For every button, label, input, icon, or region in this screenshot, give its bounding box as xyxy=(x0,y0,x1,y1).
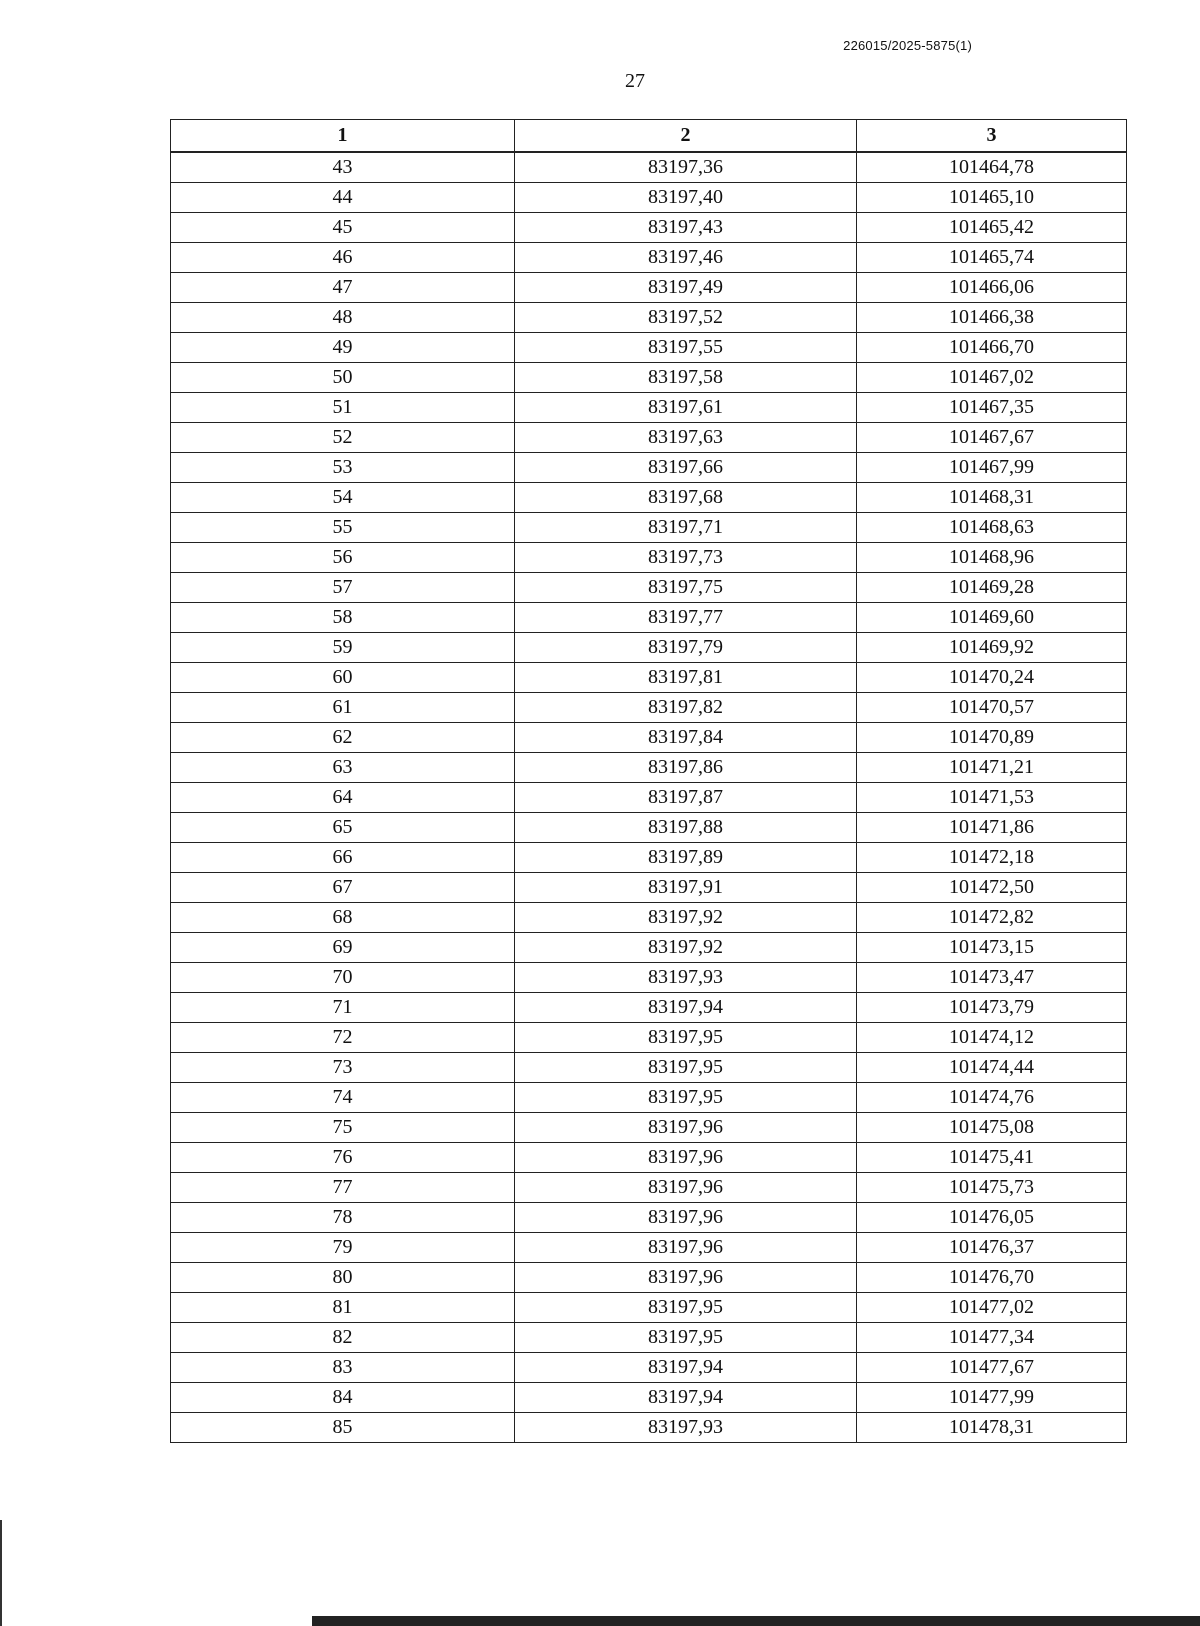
x-coordinate-cell: 83197,61 xyxy=(515,393,857,423)
y-coordinate-cell: 101473,79 xyxy=(857,993,1127,1023)
table-row xyxy=(171,513,1127,543)
y-coordinate-cell: 101469,92 xyxy=(857,633,1127,663)
column-header-1: 1 xyxy=(171,120,515,153)
point-number-cell: 54 xyxy=(171,483,515,513)
table-row xyxy=(171,693,1127,723)
x-coordinate-cell: 83197,86 xyxy=(515,753,857,783)
point-number-cell: 61 xyxy=(171,693,515,723)
table-row xyxy=(171,152,1127,183)
x-coordinate-cell: 83197,96 xyxy=(515,1113,857,1143)
table-row xyxy=(171,1233,1127,1263)
table-row xyxy=(171,183,1127,213)
y-coordinate-cell: 101464,78 xyxy=(857,152,1127,183)
point-number-cell: 78 xyxy=(171,1203,515,1233)
table-row xyxy=(171,243,1127,273)
table-row xyxy=(171,1143,1127,1173)
y-coordinate-cell: 101473,47 xyxy=(857,963,1127,993)
point-number-cell: 47 xyxy=(171,273,515,303)
scan-edge-left xyxy=(0,1520,2,1626)
x-coordinate-cell: 83197,91 xyxy=(515,873,857,903)
point-number-cell: 65 xyxy=(171,813,515,843)
table-row xyxy=(171,543,1127,573)
x-coordinate-cell: 83197,95 xyxy=(515,1323,857,1353)
point-number-cell: 64 xyxy=(171,783,515,813)
point-number-cell: 81 xyxy=(171,1293,515,1323)
y-coordinate-cell: 101474,44 xyxy=(857,1053,1127,1083)
y-coordinate-cell: 101472,50 xyxy=(857,873,1127,903)
x-coordinate-cell: 83197,95 xyxy=(515,1293,857,1323)
x-coordinate-cell: 83197,49 xyxy=(515,273,857,303)
table-row xyxy=(171,1413,1127,1443)
y-coordinate-cell: 101466,06 xyxy=(857,273,1127,303)
table-row xyxy=(171,813,1127,843)
y-coordinate-cell: 101476,05 xyxy=(857,1203,1127,1233)
point-number-cell: 46 xyxy=(171,243,515,273)
point-number-cell: 48 xyxy=(171,303,515,333)
y-coordinate-cell: 101465,42 xyxy=(857,213,1127,243)
x-coordinate-cell: 83197,66 xyxy=(515,453,857,483)
y-coordinate-cell: 101477,34 xyxy=(857,1323,1127,1353)
y-coordinate-cell: 101475,73 xyxy=(857,1173,1127,1203)
point-number-cell: 84 xyxy=(171,1383,515,1413)
y-coordinate-cell: 101469,60 xyxy=(857,603,1127,633)
point-number-cell: 71 xyxy=(171,993,515,1023)
point-number-cell: 62 xyxy=(171,723,515,753)
point-number-cell: 44 xyxy=(171,183,515,213)
x-coordinate-cell: 83197,96 xyxy=(515,1173,857,1203)
table-row xyxy=(171,1383,1127,1413)
table-row xyxy=(171,423,1127,453)
column-header-2: 2 xyxy=(515,120,857,153)
x-coordinate-cell: 83197,93 xyxy=(515,1413,857,1443)
table-row xyxy=(171,1323,1127,1353)
table-row xyxy=(171,453,1127,483)
table-row xyxy=(171,1263,1127,1293)
table-row xyxy=(171,1083,1127,1113)
y-coordinate-cell: 101467,02 xyxy=(857,363,1127,393)
y-coordinate-cell: 101466,38 xyxy=(857,303,1127,333)
x-coordinate-cell: 83197,94 xyxy=(515,1353,857,1383)
y-coordinate-cell: 101468,63 xyxy=(857,513,1127,543)
y-coordinate-cell: 101474,76 xyxy=(857,1083,1127,1113)
y-coordinate-cell: 101468,96 xyxy=(857,543,1127,573)
y-coordinate-cell: 101475,41 xyxy=(857,1143,1127,1173)
scan-edge-bottom xyxy=(312,1616,1200,1626)
table-row xyxy=(171,333,1127,363)
table-row xyxy=(171,873,1127,903)
x-coordinate-cell: 83197,94 xyxy=(515,1383,857,1413)
x-coordinate-cell: 83197,82 xyxy=(515,693,857,723)
coordinates-table xyxy=(170,119,1127,1443)
point-number-cell: 67 xyxy=(171,873,515,903)
x-coordinate-cell: 83197,81 xyxy=(515,663,857,693)
point-number-cell: 66 xyxy=(171,843,515,873)
point-number-cell: 59 xyxy=(171,633,515,663)
y-coordinate-cell: 101466,70 xyxy=(857,333,1127,363)
point-number-cell: 82 xyxy=(171,1323,515,1353)
table-row xyxy=(171,633,1127,663)
point-number-cell: 73 xyxy=(171,1053,515,1083)
point-number-cell: 57 xyxy=(171,573,515,603)
x-coordinate-cell: 83197,93 xyxy=(515,963,857,993)
table-body xyxy=(171,152,1127,1443)
x-coordinate-cell: 83197,75 xyxy=(515,573,857,603)
table-row xyxy=(171,363,1127,393)
column-header-3: 3 xyxy=(857,120,1127,153)
point-number-cell: 55 xyxy=(171,513,515,543)
table-row xyxy=(171,1023,1127,1053)
point-number-cell: 74 xyxy=(171,1083,515,1113)
y-coordinate-cell: 101465,74 xyxy=(857,243,1127,273)
point-number-cell: 83 xyxy=(171,1353,515,1383)
table-row xyxy=(171,903,1127,933)
y-coordinate-cell: 101473,15 xyxy=(857,933,1127,963)
x-coordinate-cell: 83197,55 xyxy=(515,333,857,363)
x-coordinate-cell: 83197,43 xyxy=(515,213,857,243)
x-coordinate-cell: 83197,40 xyxy=(515,183,857,213)
point-number-cell: 45 xyxy=(171,213,515,243)
y-coordinate-cell: 101470,24 xyxy=(857,663,1127,693)
x-coordinate-cell: 83197,95 xyxy=(515,1083,857,1113)
x-coordinate-cell: 83197,95 xyxy=(515,1053,857,1083)
y-coordinate-cell: 101477,02 xyxy=(857,1293,1127,1323)
table-row xyxy=(171,753,1127,783)
point-number-cell: 80 xyxy=(171,1263,515,1293)
table-row xyxy=(171,963,1127,993)
y-coordinate-cell: 101467,35 xyxy=(857,393,1127,423)
point-number-cell: 53 xyxy=(171,453,515,483)
table-row xyxy=(171,723,1127,753)
table-row xyxy=(171,1353,1127,1383)
x-coordinate-cell: 83197,71 xyxy=(515,513,857,543)
x-coordinate-cell: 83197,46 xyxy=(515,243,857,273)
table-row xyxy=(171,783,1127,813)
y-coordinate-cell: 101469,28 xyxy=(857,573,1127,603)
x-coordinate-cell: 83197,84 xyxy=(515,723,857,753)
x-coordinate-cell: 83197,36 xyxy=(515,152,857,183)
x-coordinate-cell: 83197,95 xyxy=(515,1023,857,1053)
y-coordinate-cell: 101471,53 xyxy=(857,783,1127,813)
y-coordinate-cell: 101470,89 xyxy=(857,723,1127,753)
x-coordinate-cell: 83197,77 xyxy=(515,603,857,633)
document-id: 226015/2025-5875(1) xyxy=(843,38,972,53)
point-number-cell: 69 xyxy=(171,933,515,963)
table-row xyxy=(171,273,1127,303)
x-coordinate-cell: 83197,58 xyxy=(515,363,857,393)
x-coordinate-cell: 83197,96 xyxy=(515,1263,857,1293)
y-coordinate-cell: 101474,12 xyxy=(857,1023,1127,1053)
table-row xyxy=(171,663,1127,693)
table-row xyxy=(171,573,1127,603)
point-number-cell: 49 xyxy=(171,333,515,363)
page-number: 27 xyxy=(625,70,645,92)
y-coordinate-cell: 101470,57 xyxy=(857,693,1127,723)
point-number-cell: 75 xyxy=(171,1113,515,1143)
y-coordinate-cell: 101477,99 xyxy=(857,1383,1127,1413)
x-coordinate-cell: 83197,96 xyxy=(515,1233,857,1263)
point-number-cell: 72 xyxy=(171,1023,515,1053)
x-coordinate-cell: 83197,92 xyxy=(515,903,857,933)
y-coordinate-cell: 101476,70 xyxy=(857,1263,1127,1293)
y-coordinate-cell: 101472,82 xyxy=(857,903,1127,933)
x-coordinate-cell: 83197,52 xyxy=(515,303,857,333)
point-number-cell: 51 xyxy=(171,393,515,423)
y-coordinate-cell: 101472,18 xyxy=(857,843,1127,873)
point-number-cell: 85 xyxy=(171,1413,515,1443)
point-number-cell: 79 xyxy=(171,1233,515,1263)
table-row xyxy=(171,993,1127,1023)
x-coordinate-cell: 83197,96 xyxy=(515,1203,857,1233)
table-row xyxy=(171,843,1127,873)
point-number-cell: 68 xyxy=(171,903,515,933)
point-number-cell: 43 xyxy=(171,152,515,183)
y-coordinate-cell: 101475,08 xyxy=(857,1113,1127,1143)
x-coordinate-cell: 83197,68 xyxy=(515,483,857,513)
y-coordinate-cell: 101467,99 xyxy=(857,453,1127,483)
table-row xyxy=(171,603,1127,633)
point-number-cell: 56 xyxy=(171,543,515,573)
y-coordinate-cell: 101476,37 xyxy=(857,1233,1127,1263)
point-number-cell: 77 xyxy=(171,1173,515,1203)
x-coordinate-cell: 83197,88 xyxy=(515,813,857,843)
y-coordinate-cell: 101477,67 xyxy=(857,1353,1127,1383)
table-row xyxy=(171,933,1127,963)
point-number-cell: 60 xyxy=(171,663,515,693)
table-row xyxy=(171,1203,1127,1233)
table-row xyxy=(171,1053,1127,1083)
table-row xyxy=(171,213,1127,243)
point-number-cell: 63 xyxy=(171,753,515,783)
x-coordinate-cell: 83197,73 xyxy=(515,543,857,573)
point-number-cell: 58 xyxy=(171,603,515,633)
point-number-cell: 70 xyxy=(171,963,515,993)
x-coordinate-cell: 83197,63 xyxy=(515,423,857,453)
point-number-cell: 50 xyxy=(171,363,515,393)
table-row xyxy=(171,393,1127,423)
x-coordinate-cell: 83197,94 xyxy=(515,993,857,1023)
point-number-cell: 76 xyxy=(171,1143,515,1173)
x-coordinate-cell: 83197,96 xyxy=(515,1143,857,1173)
y-coordinate-cell: 101465,10 xyxy=(857,183,1127,213)
point-number-cell: 52 xyxy=(171,423,515,453)
y-coordinate-cell: 101468,31 xyxy=(857,483,1127,513)
x-coordinate-cell: 83197,87 xyxy=(515,783,857,813)
table-header-row xyxy=(171,120,1127,153)
table-row xyxy=(171,303,1127,333)
y-coordinate-cell: 101467,67 xyxy=(857,423,1127,453)
x-coordinate-cell: 83197,89 xyxy=(515,843,857,873)
table-row xyxy=(171,1293,1127,1323)
x-coordinate-cell: 83197,79 xyxy=(515,633,857,663)
y-coordinate-cell: 101478,31 xyxy=(857,1413,1127,1443)
y-coordinate-cell: 101471,86 xyxy=(857,813,1127,843)
table-row xyxy=(171,483,1127,513)
table-row xyxy=(171,1113,1127,1143)
x-coordinate-cell: 83197,92 xyxy=(515,933,857,963)
y-coordinate-cell: 101471,21 xyxy=(857,753,1127,783)
table-row xyxy=(171,1173,1127,1203)
